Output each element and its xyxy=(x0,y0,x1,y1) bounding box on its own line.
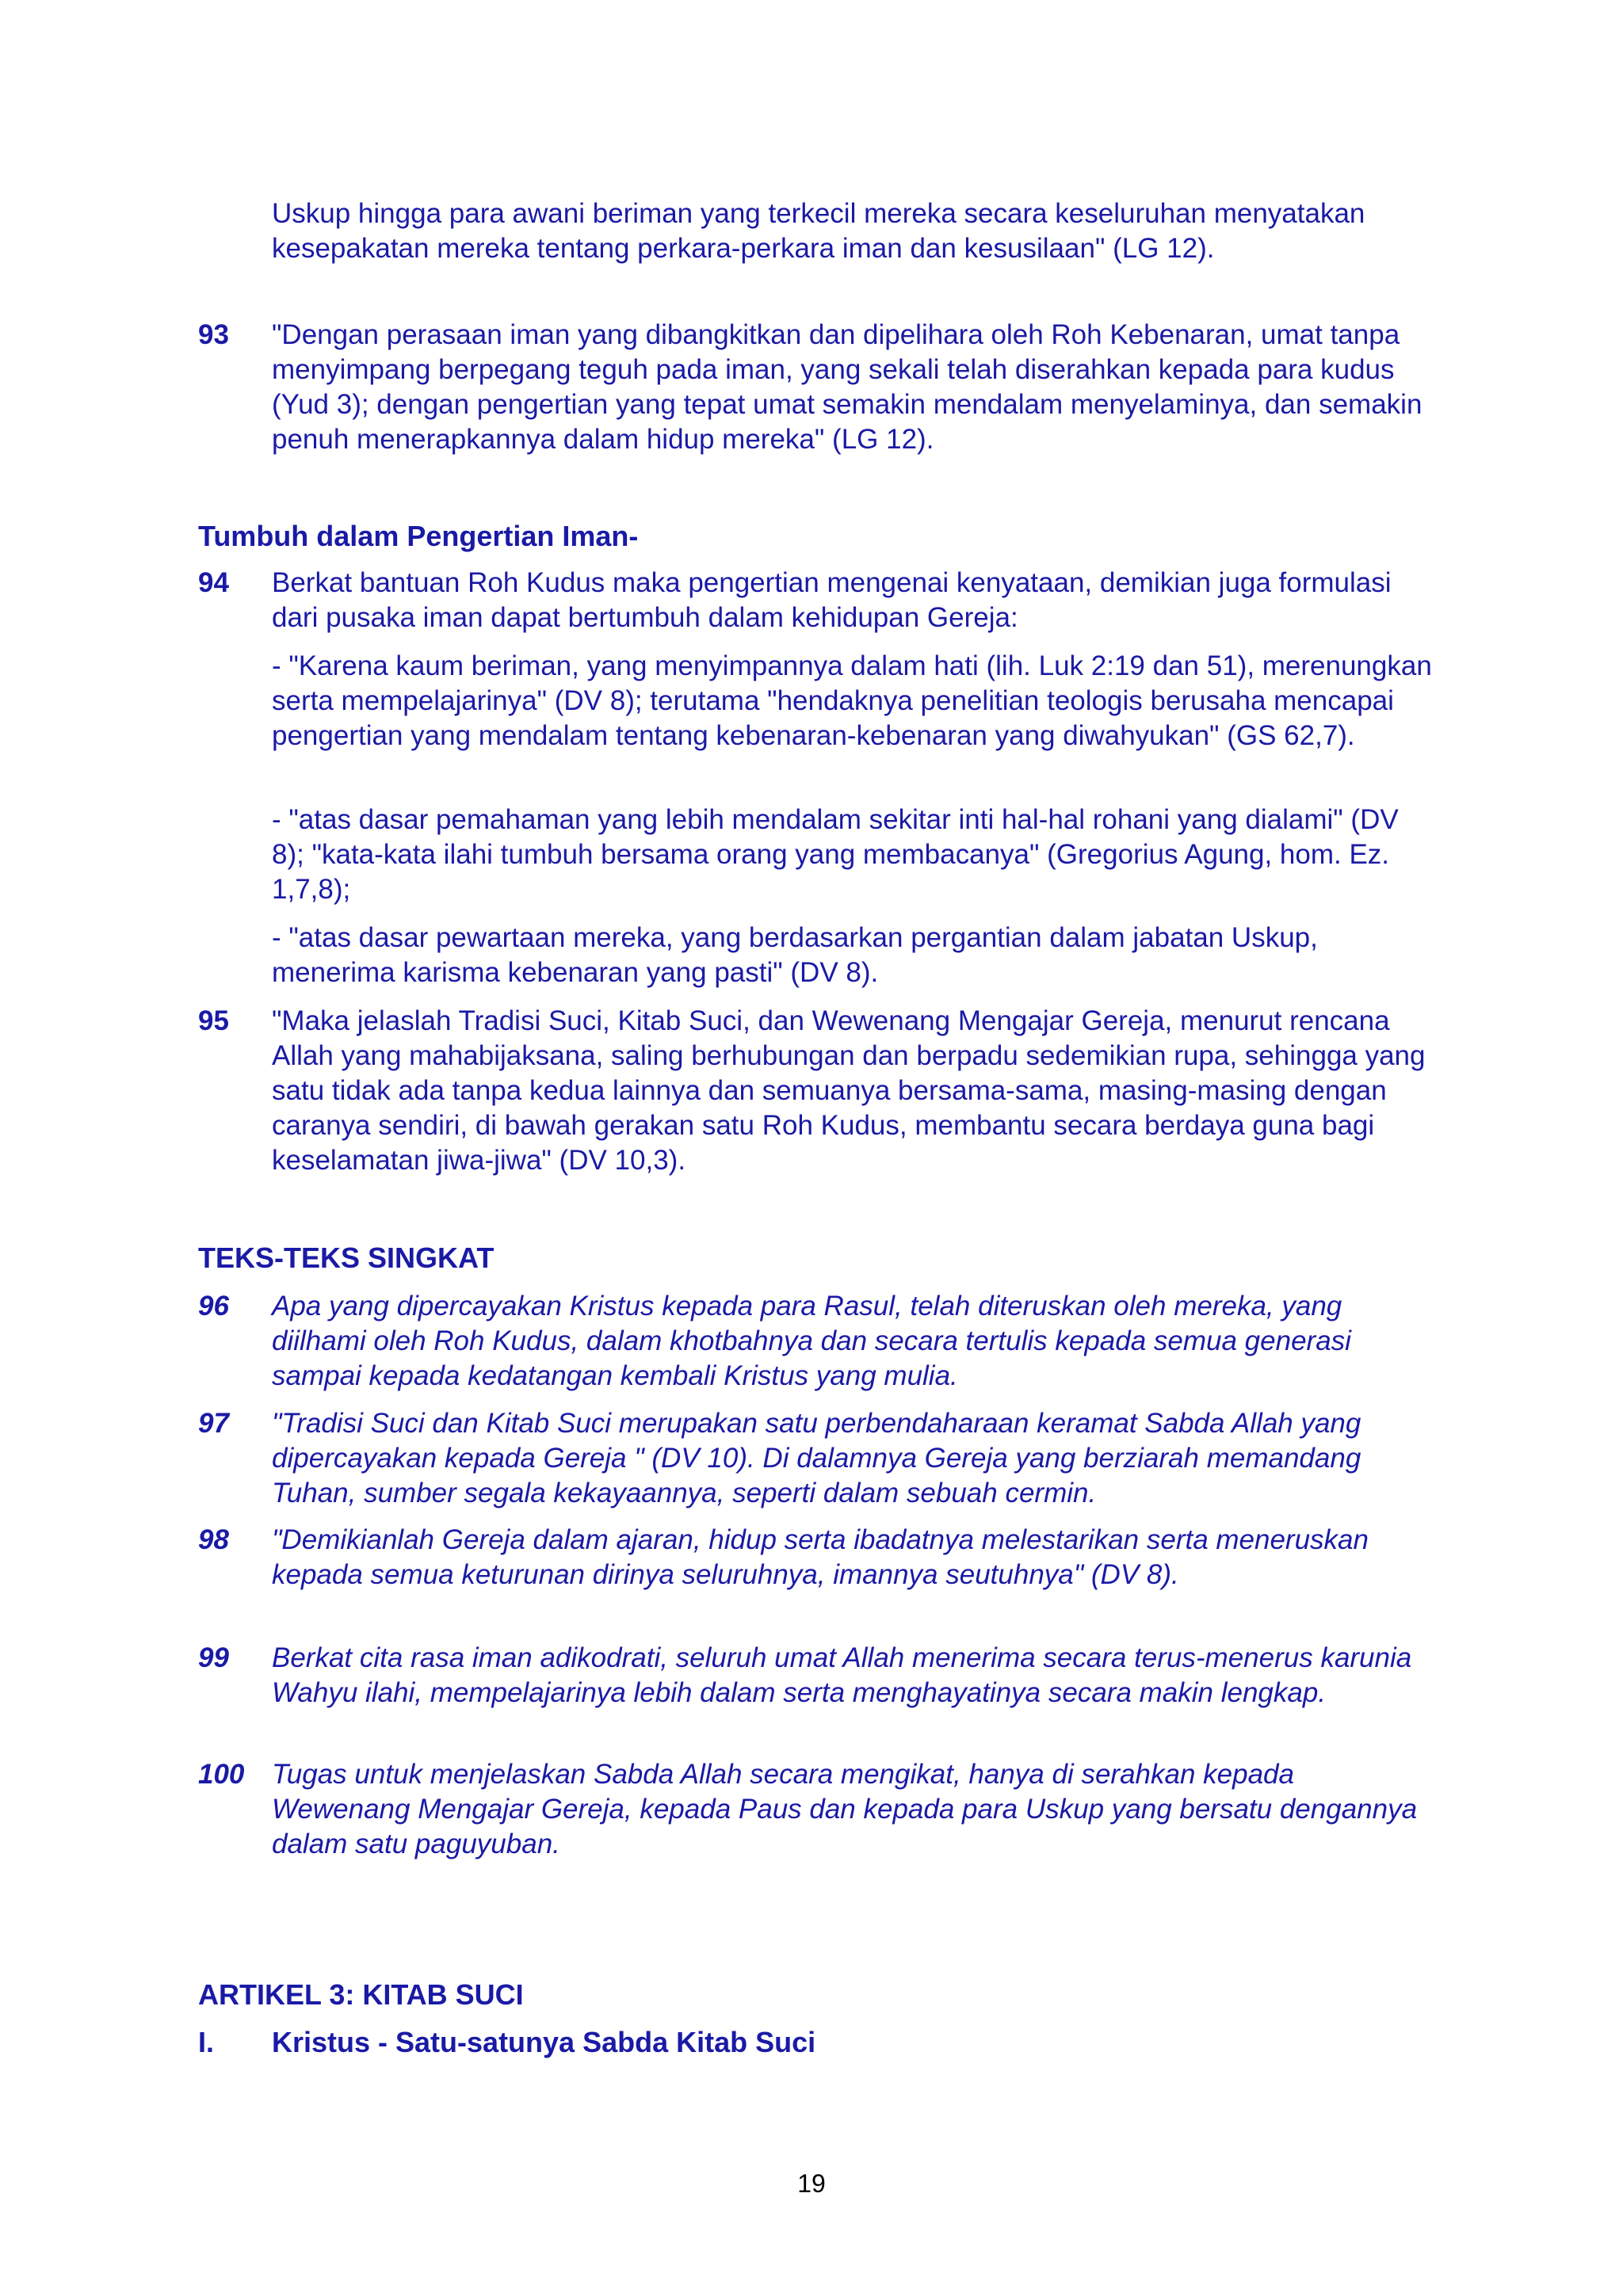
list-item: - "atas dasar pewartaan mereka, yang berdasarkan pergantian dalam jabatan Uskup, menerima karisma kebenaran yang pasti" (DV 8). xyxy=(272,922,1318,988)
section-heading: Tumbuh dalam Pengertian Iman- xyxy=(198,520,639,552)
paragraph-number: 100 xyxy=(198,1759,245,1790)
paragraph-number: 95 xyxy=(198,1005,229,1036)
paragraph-number: 98 xyxy=(198,1524,229,1555)
paragraph-text: Berkat bantuan Roh Kudus maka pengertian mengenai kenyataan, demikian juga formulasi dari pusaka iman dapat bertumbuh dalam kehidupan Gereja: xyxy=(272,567,1392,633)
paragraph-text: Apa yang dipercayakan Kristus kepada para Rasul, telah diteruskan oleh mereka, yang diilhami oleh Roh Kudus, dalam khotbahnya dan secara tertulis kepada semua generasi sampai kepada kedatangan kembali Kristus yang mulia. xyxy=(272,1291,1351,1391)
paragraph-number: 93 xyxy=(198,319,229,350)
article-heading: ARTIKEL 3: KITAB SUCI xyxy=(198,1978,524,2011)
page-number: 19 xyxy=(797,2169,826,2198)
paragraph-number: 94 xyxy=(198,567,229,598)
list-item: - "atas dasar pemahaman yang lebih mendalam sekitar inti hal-hal rohani yang dialami" (DV 8); "kata-kata ilahi tumbuh bersama orang yang membacanya" (Gregorius Agung, hom. Ez. 1,7,8); xyxy=(272,804,1399,905)
paragraph-number: 96 xyxy=(198,1291,229,1322)
continuation-paragraph: Uskup hingga para awani beriman yang terkecil mereka secara keseluruhan menyatakan kesepakatan mereka tentang perkara-perkara iman dan kesusilaan" (LG 12). xyxy=(272,198,1365,264)
subsection-number: I. xyxy=(198,2026,215,2058)
paragraph-text: "Tradisi Suci dan Kitab Suci merupakan satu perbendaharaan keramat Sabda Allah yang dipercayakan kepada Gereja " (DV 10). Di dalamnya Gereja yang berziarah memandang Tuhan, sumber segala kekayaannya, seperti dalam sebuah cermin. xyxy=(272,1408,1361,1508)
paragraph-number: 97 xyxy=(198,1408,229,1439)
section-heading: TEKS-TEKS SINGKAT xyxy=(198,1241,495,1274)
list-item: - "Karena kaum beriman, yang menyimpannya dalam hati (lih. Luk 2:19 dan 51), merenungkan serta mempelajarinya" (DV 8); terutama "hendaknya penelitian teologis berusaha mencapai pengertian yang mendalam tentang kebenaran-kebenaran yang diwahyukan" (GS 62,7). xyxy=(272,650,1432,751)
paragraph-number: 99 xyxy=(198,1642,229,1673)
subsection-title: Kristus - Satu-satunya Sabda Kitab Suci xyxy=(272,2026,816,2058)
paragraph-text: "Maka jelaslah Tradisi Suci, Kitab Suci, dan Wewenang Mengajar Gereja, menurut rencana Allah yang mahabijaksana, saling berhubungan dan berpadu sedemikian rupa, sehingga yang satu tidak ada tanpa kedua lainnya dan semuanya bersama-sama, masing-masing dengan caranya sendiri, di bawah gerakan satu Roh Kudus, membantu secara berdaya guna bagi keselamatan jiwa-jiwa" (DV 10,3). xyxy=(272,1005,1426,1176)
paragraph-text: "Dengan perasaan iman yang dibangkitkan dan dipelihara oleh Roh Kebenaran, umat tanpa menyimpang berpegang teguh pada iman, yang sekali telah diserahkan kepada para kudus (Yud 3); dengan pengertian yang tepat umat semakin mendalam menyelaminya, dan semakin penuh menerapkannya dalam hidup mereka" (LG 12). xyxy=(272,319,1423,455)
paragraph-text: "Demikianlah Gereja dalam ajaran, hidup serta ibadatnya melestarikan serta meneruskan kepada semua keturunan dirinya seluruhnya, imannya seutuhnya" (DV 8). xyxy=(272,1524,1369,1590)
paragraph-text: Berkat cita rasa iman adikodrati, seluruh umat Allah menerima secara terus-menerus karunia Wahyu ilahi, mempelajarinya lebih dalam serta menghayatinya secara makin lengkap. xyxy=(272,1642,1412,1708)
paragraph-text: Tugas untuk menjelaskan Sabda Allah secara mengikat, hanya di serahkan kepada Wewenang Mengajar Gereja, kepada Paus dan kepada para Uskup yang bersatu dengannya dalam satu paguyuban. xyxy=(272,1759,1418,1859)
